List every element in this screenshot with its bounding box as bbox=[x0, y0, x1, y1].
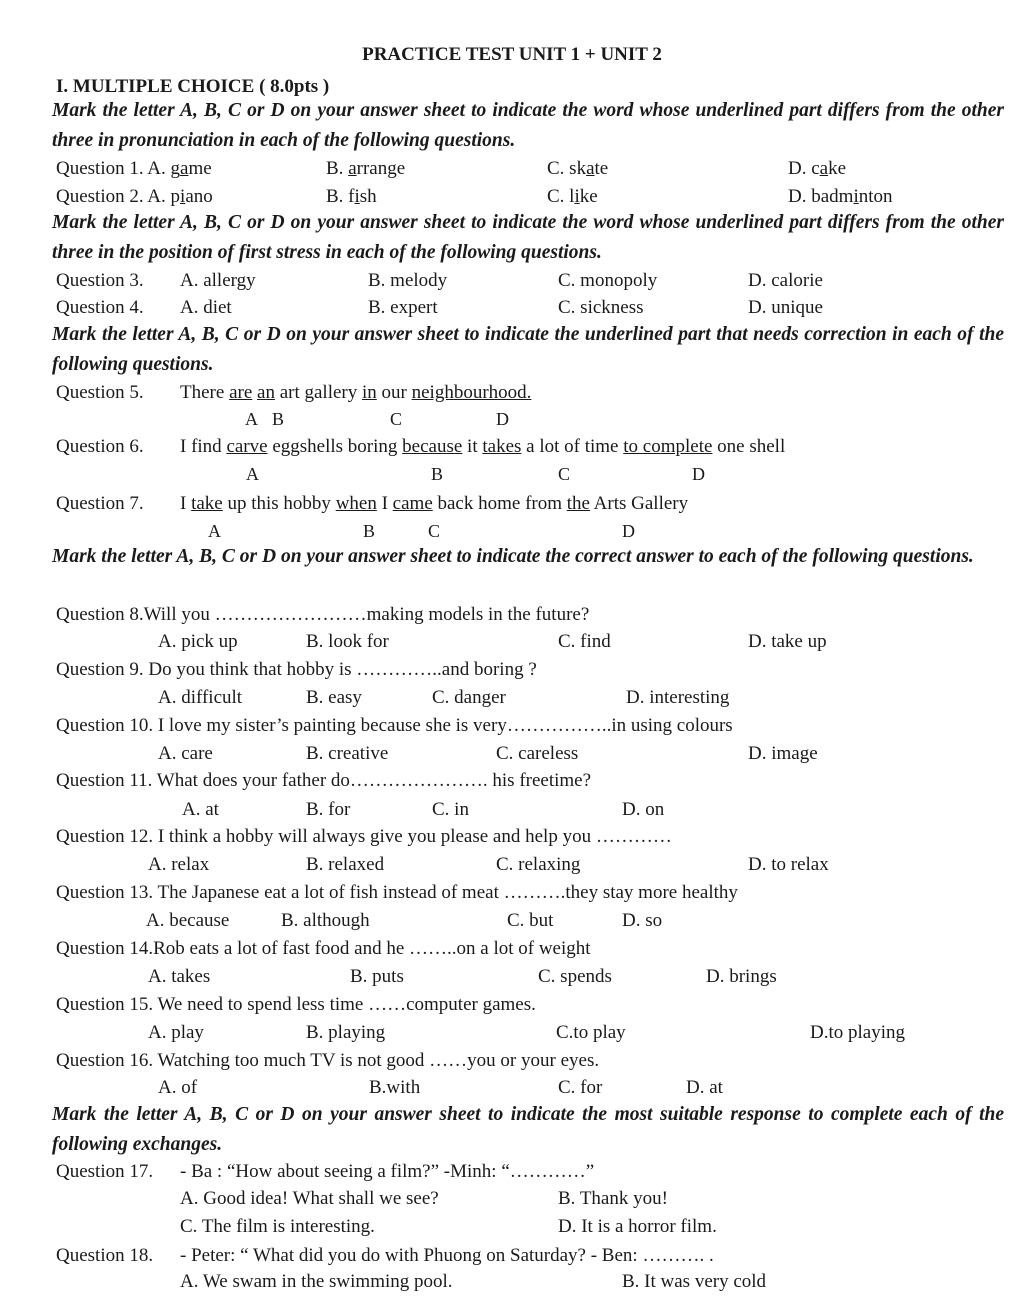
q9-option-b[interactable]: B. easy bbox=[306, 687, 362, 708]
question-1 bbox=[0, 158, 1024, 184]
q2-d-rest: nton bbox=[858, 186, 893, 207]
q16-option-d[interactable]: D. at bbox=[686, 1077, 723, 1098]
q7-letter-d: D bbox=[622, 521, 635, 541]
q12-option-b[interactable]: B. relaxed bbox=[306, 854, 385, 875]
question-14-options bbox=[0, 966, 1024, 992]
q9-option-a[interactable]: A. difficult bbox=[158, 687, 243, 708]
q14-stem: Question 14.Rob eats a lot of fast food and he ……..on a lot of weight bbox=[56, 938, 591, 959]
q15-option-b[interactable]: B. playing bbox=[306, 1022, 386, 1043]
q5-letter-a: A bbox=[245, 409, 258, 429]
question-10 bbox=[0, 715, 1024, 741]
q12-option-d[interactable]: D. to relax bbox=[748, 854, 829, 875]
q7-letter-b: B bbox=[363, 521, 376, 541]
q7-part-d[interactable]: the bbox=[566, 493, 590, 514]
q6-label: Question 6. bbox=[56, 436, 144, 457]
q2-b-pre: B. f bbox=[326, 186, 355, 207]
q8-stem: Question 8.Will you ……………………making models in the future? bbox=[56, 604, 590, 625]
question-14 bbox=[0, 938, 1024, 964]
q2-d-pre: D. badm bbox=[788, 186, 854, 207]
q6-sentence bbox=[180, 436, 785, 458]
q1-option-c[interactable] bbox=[547, 158, 608, 180]
q5-text: There bbox=[180, 382, 230, 403]
q6-part-d[interactable]: to complete bbox=[623, 436, 713, 457]
q4-option-c[interactable]: C. sickness bbox=[558, 297, 644, 318]
q14-option-d[interactable]: D. brings bbox=[706, 966, 777, 987]
question-6 bbox=[0, 436, 1024, 462]
q14-option-a[interactable]: A. takes bbox=[148, 966, 211, 987]
q13-option-c[interactable]: C. but bbox=[507, 910, 554, 931]
q6-part-c[interactable]: takes bbox=[482, 436, 522, 457]
q1-b-underlined: a bbox=[348, 158, 357, 179]
question-3 bbox=[0, 270, 1024, 296]
q6-text: one shell bbox=[712, 436, 786, 457]
q2-label: Question 2. A. p bbox=[56, 186, 181, 207]
q11-option-b[interactable]: B. for bbox=[306, 799, 351, 820]
q2-option-b[interactable] bbox=[326, 186, 377, 208]
q8-option-d[interactable]: D. take up bbox=[748, 631, 827, 652]
question-8 bbox=[0, 604, 1024, 630]
q2-c-rest: ke bbox=[579, 186, 598, 207]
question-5 bbox=[0, 382, 1024, 408]
q17-option-d[interactable]: D. It is a horror film. bbox=[558, 1216, 717, 1237]
question-17-options-row2 bbox=[0, 1216, 1024, 1242]
q2-b-rest: sh bbox=[359, 186, 377, 207]
q10-option-a[interactable]: A. care bbox=[158, 743, 213, 764]
q18-stem: - Peter: “ What did you do with Phuong on Saturday? - Ben: ………. . bbox=[180, 1245, 714, 1266]
question-11-options bbox=[0, 799, 1024, 825]
q7-part-b[interactable]: when bbox=[335, 493, 377, 514]
q5-part-a[interactable]: are bbox=[229, 382, 253, 403]
q7-text: I bbox=[180, 493, 192, 514]
q7-text: I bbox=[376, 493, 393, 514]
q5-part-c[interactable]: in bbox=[362, 382, 377, 403]
q7-label: Question 7. bbox=[56, 493, 144, 514]
q9-option-c[interactable]: C. danger bbox=[432, 687, 506, 708]
q6-letter-c: C bbox=[558, 464, 571, 484]
q4-label: Question 4. bbox=[56, 297, 144, 318]
q1-c-rest: te bbox=[594, 158, 609, 179]
q13-option-b[interactable]: B. although bbox=[281, 910, 370, 931]
question-15-options bbox=[0, 1022, 1024, 1048]
q2-a-underlined: i bbox=[180, 186, 186, 207]
q6-part-a[interactable]: carve bbox=[226, 436, 268, 457]
q11-stem: Question 11. What does your father do…………………. his freetime? bbox=[56, 770, 592, 791]
question-18 bbox=[0, 1245, 1024, 1271]
question-16 bbox=[0, 1050, 1024, 1076]
question-17 bbox=[0, 1161, 1024, 1187]
q5-text: our bbox=[376, 382, 412, 403]
question-13-options bbox=[0, 910, 1024, 936]
question-8-options bbox=[0, 631, 1024, 657]
q3-option-d[interactable]: D. calorie bbox=[748, 270, 823, 291]
q7-text: up this hobby bbox=[222, 493, 336, 514]
q6-text: a lot of time bbox=[521, 436, 624, 457]
q1-option-a[interactable] bbox=[56, 158, 212, 180]
q1-a-rest: me bbox=[188, 158, 212, 179]
q14-option-b[interactable]: B. puts bbox=[350, 966, 404, 987]
q6-text: eggshells boring bbox=[267, 436, 403, 457]
question-9-options bbox=[0, 687, 1024, 713]
q11-option-d[interactable]: D. on bbox=[622, 799, 665, 820]
q16-option-a[interactable]: A. of bbox=[158, 1077, 198, 1098]
question-12-options bbox=[0, 854, 1024, 880]
q2-c-underlined: i bbox=[574, 186, 580, 207]
instruction-correct-answer: Mark the letter A, B, C or D on your answer sheet to indicate the correct answer to each of the following questions. bbox=[52, 546, 974, 567]
q2-d-underlined: i bbox=[853, 186, 859, 207]
q5-part-b[interactable]: an bbox=[257, 382, 275, 403]
q3-label: Question 3. bbox=[56, 270, 144, 291]
q4-option-d[interactable]: D. unique bbox=[748, 297, 823, 318]
q7-part-a[interactable]: take bbox=[191, 493, 223, 514]
q5-text: art gallery bbox=[274, 382, 362, 403]
q12-stem: Question 12. I think a hobby will always give you please and help you ………… bbox=[56, 826, 672, 847]
q1-a-underlined: a bbox=[180, 158, 189, 179]
q18-option-b[interactable]: B. It was very cold bbox=[622, 1271, 767, 1292]
question-10-options bbox=[0, 743, 1024, 769]
q11-option-c[interactable]: C. in bbox=[432, 799, 469, 820]
q1-b-pre: B. bbox=[326, 158, 349, 179]
page-title: PRACTICE TEST UNIT 1 + UNIT 2 bbox=[362, 44, 662, 65]
q6-text: I find bbox=[180, 436, 227, 457]
q16-option-b[interactable]: B.with bbox=[369, 1077, 421, 1098]
q7-sentence bbox=[180, 493, 688, 515]
q15-stem: Question 15. We need to spend less time ……computer games. bbox=[56, 994, 536, 1015]
q15-option-c[interactable]: C.to play bbox=[556, 1022, 626, 1043]
q3-option-c[interactable]: C. monopoly bbox=[558, 270, 658, 291]
instruction-response: Mark the letter A, B, C or D on your answer sheet to indicate the most suitable response to complete each of the following exchanges. bbox=[52, 1104, 1004, 1155]
q3-option-a[interactable]: A. allergy bbox=[180, 270, 256, 291]
q17-option-c[interactable]: C. The film is interesting. bbox=[180, 1216, 375, 1237]
question-12 bbox=[0, 826, 1024, 852]
q2-option-d[interactable] bbox=[788, 186, 893, 208]
q2-b-underlined: i bbox=[354, 186, 360, 207]
q15-option-d[interactable]: D.to playing bbox=[810, 1022, 905, 1043]
q18-label: Question 18. bbox=[56, 1245, 154, 1266]
q10-option-d[interactable]: D. image bbox=[748, 743, 818, 764]
q17-label: Question 17. bbox=[56, 1161, 154, 1182]
q10-option-c[interactable]: C. careless bbox=[496, 743, 579, 764]
q7-text: Arts Gallery bbox=[589, 493, 689, 514]
q9-stem: Question 9. Do you think that hobby is …………..and boring ? bbox=[56, 659, 537, 680]
question-17-options-row1 bbox=[0, 1188, 1024, 1214]
q17-option-b[interactable]: B. Thank you! bbox=[558, 1188, 668, 1209]
q13-stem: Question 13. The Japanese eat a lot of fish instead of meat ……….they stay more healthy bbox=[56, 882, 738, 903]
question-13 bbox=[0, 882, 1024, 908]
q12-option-c[interactable]: C. relaxing bbox=[496, 854, 581, 875]
q16-stem: Question 16. Watching too much TV is not good ……you or your eyes. bbox=[56, 1050, 600, 1071]
q7-part-c[interactable]: came bbox=[392, 493, 433, 514]
question-15 bbox=[0, 994, 1024, 1020]
instruction-stress: Mark the letter A, B, C or D on your answer sheet to indicate the word whose underlined part differs from the other three in the position of first stress in each of the following questions. bbox=[52, 212, 1004, 263]
q2-option-a[interactable] bbox=[56, 186, 213, 208]
q11-option-a[interactable]: A. at bbox=[182, 799, 219, 820]
instruction-correction: Mark the letter A, B, C or D on your answer sheet to indicate the underlined part that needs correction in each of the following questions. bbox=[52, 324, 1004, 375]
q4-option-b[interactable]: B. expert bbox=[368, 297, 438, 318]
question-18-options bbox=[0, 1271, 1024, 1297]
q6-text: it bbox=[462, 436, 483, 457]
q13-option-d[interactable]: D. so bbox=[622, 910, 663, 931]
q1-d-pre: D. c bbox=[788, 158, 820, 179]
q9-option-d[interactable]: D. interesting bbox=[626, 687, 730, 708]
q12-option-a[interactable]: A. relax bbox=[148, 854, 210, 875]
q17-option-a[interactable]: A. Good idea! What shall we see? bbox=[180, 1188, 439, 1209]
q5-letter-c: C bbox=[390, 409, 403, 429]
q10-stem: Question 10. I love my sister’s painting because she is very……………..in using colours bbox=[56, 715, 733, 736]
q5-part-d[interactable]: neighbourhood. bbox=[411, 382, 532, 403]
q15-option-a[interactable]: A. play bbox=[148, 1022, 204, 1043]
q2-a-rest: ano bbox=[185, 186, 213, 207]
q1-option-d[interactable] bbox=[788, 158, 846, 180]
q2-c-pre: C. l bbox=[547, 186, 575, 207]
q8-option-a[interactable]: A. pick up bbox=[158, 631, 238, 652]
q1-d-underlined: a bbox=[819, 158, 829, 179]
q1-c-pre: C. sk bbox=[547, 158, 587, 179]
q7-letter-a: A bbox=[208, 521, 221, 541]
q5-letter-b: B bbox=[272, 409, 285, 429]
q3-option-b[interactable]: B. melody bbox=[368, 270, 448, 291]
q1-option-b[interactable] bbox=[326, 158, 405, 180]
q8-option-b[interactable]: B. look for bbox=[306, 631, 389, 652]
q5-sentence bbox=[180, 382, 531, 404]
q10-option-b[interactable]: B. creative bbox=[306, 743, 389, 764]
instruction-pronunciation: Mark the letter A, B, C or D on your answer sheet to indicate the word whose underlined part differs from the other three in pronunciation in each of the following questions. bbox=[52, 100, 1004, 151]
q2-option-c[interactable] bbox=[547, 186, 598, 208]
question-7 bbox=[0, 493, 1024, 519]
q7-letter-c: C bbox=[428, 521, 441, 541]
q4-option-a[interactable]: A. diet bbox=[180, 297, 232, 318]
q6-letter-b: B bbox=[431, 464, 444, 484]
q16-option-c[interactable]: C. for bbox=[558, 1077, 603, 1098]
q1-label: Question 1. A. g bbox=[56, 158, 181, 179]
q6-part-b[interactable]: because bbox=[402, 436, 463, 457]
q6-letter-d: D bbox=[692, 464, 705, 484]
q18-option-a[interactable]: A. We swam in the swimming pool. bbox=[180, 1271, 453, 1292]
q7-text: back home from bbox=[432, 493, 567, 514]
q5-label: Question 5. bbox=[56, 382, 144, 403]
q1-c-underlined: a bbox=[586, 158, 595, 179]
q8-option-c[interactable]: C. find bbox=[558, 631, 611, 652]
question-11 bbox=[0, 770, 1024, 796]
q17-stem: - Ba : “How about seeing a film?” -Minh: “…………” bbox=[180, 1161, 595, 1182]
q5-letter-d: D bbox=[496, 409, 509, 429]
q1-d-rest: ke bbox=[828, 158, 847, 179]
q6-letter-a: A bbox=[246, 464, 259, 484]
question-9 bbox=[0, 659, 1024, 685]
q1-b-rest: rrange bbox=[356, 158, 406, 179]
section-heading: I. MULTIPLE CHOICE ( 8.0pts ) bbox=[56, 76, 330, 97]
q14-option-c[interactable]: C. spends bbox=[538, 966, 612, 987]
q13-option-a[interactable]: A. because bbox=[146, 910, 230, 931]
